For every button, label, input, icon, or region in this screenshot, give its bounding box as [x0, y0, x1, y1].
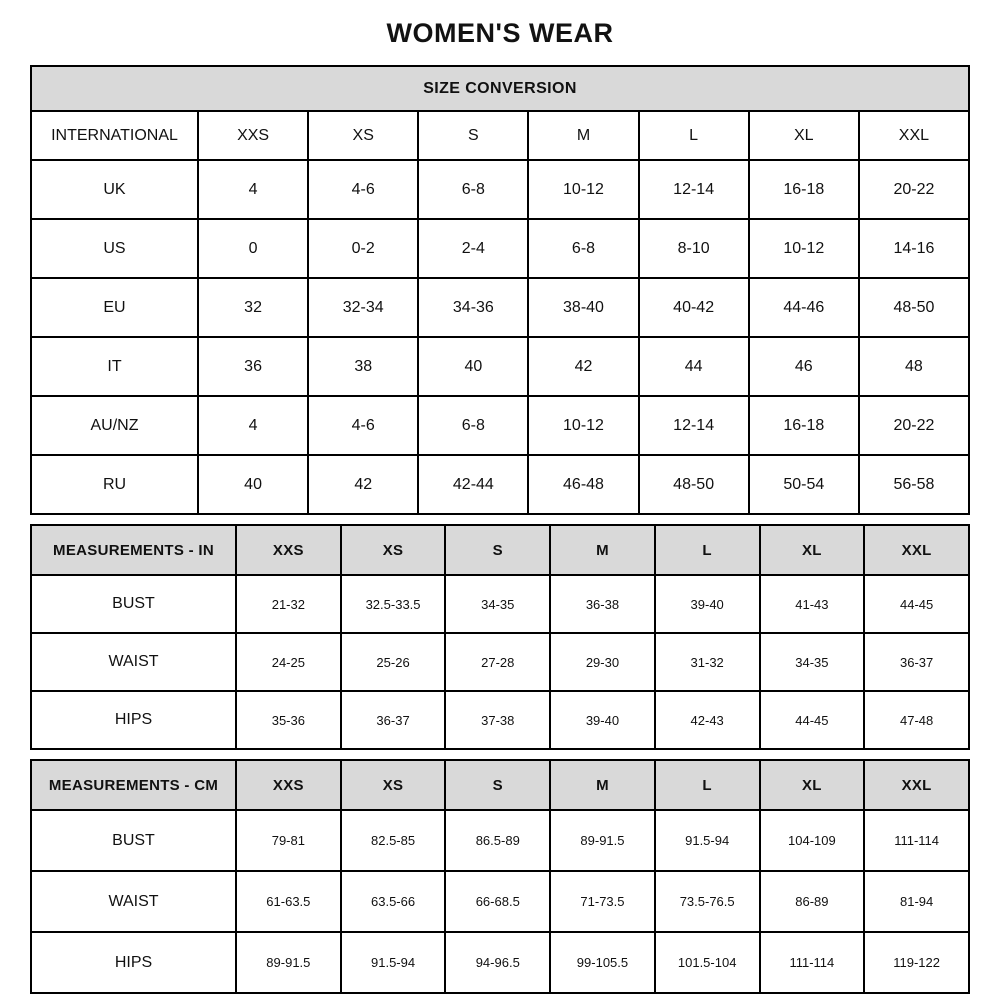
value-cell: 111-114 — [864, 810, 969, 871]
value-cell: 40 — [418, 337, 528, 396]
value-cell: 34-35 — [760, 633, 865, 691]
size-header: XL — [749, 111, 859, 160]
value-cell: 0-2 — [308, 219, 418, 278]
value-cell: 71-73.5 — [550, 871, 655, 932]
value-cell: 12-14 — [639, 160, 749, 219]
value-cell: 79-81 — [236, 810, 341, 871]
value-cell: 16-18 — [749, 396, 859, 455]
value-cell: 38 — [308, 337, 418, 396]
size-header: XS — [341, 525, 446, 575]
table-row — [31, 219, 969, 278]
value-cell: 10-12 — [528, 160, 638, 219]
value-cell: 31-32 — [655, 633, 760, 691]
size-header: M — [528, 111, 638, 160]
value-cell: 21-32 — [236, 575, 341, 633]
table-header-row — [31, 111, 969, 160]
size-header: XXL — [864, 525, 969, 575]
row-label: BUST — [31, 810, 236, 871]
table-row — [31, 160, 969, 219]
value-cell: 42-43 — [655, 691, 760, 749]
value-cell: 6-8 — [528, 219, 638, 278]
row-label: US — [31, 219, 198, 278]
value-cell: 40-42 — [639, 278, 749, 337]
table-caption: SIZE CONVERSION — [31, 66, 969, 111]
table-header-row — [31, 525, 969, 575]
header-label: INTERNATIONAL — [31, 111, 198, 160]
size-header: XXS — [236, 760, 341, 810]
value-cell: 40 — [198, 455, 308, 514]
value-cell: 10-12 — [528, 396, 638, 455]
header-label: MEASUREMENTS - CM — [31, 760, 236, 810]
size-header: L — [639, 111, 749, 160]
value-cell: 6-8 — [418, 160, 528, 219]
value-cell: 44-46 — [749, 278, 859, 337]
value-cell: 47-48 — [864, 691, 969, 749]
table-row — [31, 810, 969, 871]
value-cell: 32.5-33.5 — [341, 575, 446, 633]
table-row — [31, 455, 969, 514]
value-cell: 34-35 — [445, 575, 550, 633]
size-header: L — [655, 760, 760, 810]
value-cell: 32-34 — [308, 278, 418, 337]
value-cell: 8-10 — [639, 219, 749, 278]
value-cell: 48 — [859, 337, 969, 396]
row-label: UK — [31, 160, 198, 219]
value-cell: 44-45 — [864, 575, 969, 633]
size-header: L — [655, 525, 760, 575]
value-cell: 48-50 — [859, 278, 969, 337]
header-label: MEASUREMENTS - IN — [31, 525, 236, 575]
row-label: BUST — [31, 575, 236, 633]
table-row — [31, 932, 969, 993]
value-cell: 42-44 — [418, 455, 528, 514]
value-cell: 34-36 — [418, 278, 528, 337]
size-header: S — [445, 525, 550, 575]
value-cell: 89-91.5 — [236, 932, 341, 993]
value-cell: 25-26 — [341, 633, 446, 691]
value-cell: 86.5-89 — [445, 810, 550, 871]
value-cell: 86-89 — [760, 871, 865, 932]
row-label: WAIST — [31, 633, 236, 691]
value-cell: 35-36 — [236, 691, 341, 749]
value-cell: 4-6 — [308, 396, 418, 455]
value-cell: 24-25 — [236, 633, 341, 691]
value-cell: 38-40 — [528, 278, 638, 337]
table-header-row — [31, 760, 969, 810]
page-title: WOMEN'S WEAR — [386, 18, 614, 48]
value-cell: 91.5-94 — [341, 932, 446, 993]
value-cell: 6-8 — [418, 396, 528, 455]
value-cell: 41-43 — [760, 575, 865, 633]
value-cell: 44-45 — [760, 691, 865, 749]
size-header: XS — [308, 111, 418, 160]
value-cell: 14-16 — [859, 219, 969, 278]
value-cell: 119-122 — [864, 932, 969, 993]
value-cell: 27-28 — [445, 633, 550, 691]
table-row — [31, 575, 969, 633]
value-cell: 0 — [198, 219, 308, 278]
value-cell: 104-109 — [760, 810, 865, 871]
measurements-in-table — [30, 524, 970, 750]
value-cell: 63.5-66 — [341, 871, 446, 932]
size-header: XL — [760, 760, 865, 810]
value-cell: 101.5-104 — [655, 932, 760, 993]
value-cell: 39-40 — [655, 575, 760, 633]
size-header: S — [445, 760, 550, 810]
value-cell: 39-40 — [550, 691, 655, 749]
row-label: WAIST — [31, 871, 236, 932]
value-cell: 16-18 — [749, 160, 859, 219]
value-cell: 89-91.5 — [550, 810, 655, 871]
value-cell: 91.5-94 — [655, 810, 760, 871]
value-cell: 42 — [528, 337, 638, 396]
table-row — [31, 871, 969, 932]
row-label: HIPS — [31, 691, 236, 749]
value-cell: 48-50 — [639, 455, 749, 514]
value-cell: 73.5-76.5 — [655, 871, 760, 932]
row-label: IT — [31, 337, 198, 396]
row-label: RU — [31, 455, 198, 514]
size-header: XXL — [864, 760, 969, 810]
value-cell: 56-58 — [859, 455, 969, 514]
value-cell: 4 — [198, 160, 308, 219]
row-label: AU/NZ — [31, 396, 198, 455]
value-cell: 20-22 — [859, 396, 969, 455]
table-row — [31, 278, 969, 337]
value-cell: 81-94 — [864, 871, 969, 932]
table-row — [31, 337, 969, 396]
row-label: HIPS — [31, 932, 236, 993]
measurements-cm-table — [30, 759, 970, 994]
value-cell: 2-4 — [418, 219, 528, 278]
value-cell: 20-22 — [859, 160, 969, 219]
value-cell: 36 — [198, 337, 308, 396]
value-cell: 4-6 — [308, 160, 418, 219]
size-header: XXL — [859, 111, 969, 160]
size-header: XXS — [236, 525, 341, 575]
value-cell: 46-48 — [528, 455, 638, 514]
size-header: M — [550, 760, 655, 810]
value-cell: 99-105.5 — [550, 932, 655, 993]
size-header: XL — [760, 525, 865, 575]
table-row — [31, 691, 969, 749]
value-cell: 61-63.5 — [236, 871, 341, 932]
value-cell: 82.5-85 — [341, 810, 446, 871]
value-cell: 94-96.5 — [445, 932, 550, 993]
value-cell: 10-12 — [749, 219, 859, 278]
table-row — [31, 633, 969, 691]
size-header: XS — [341, 760, 446, 810]
table-row — [31, 396, 969, 455]
value-cell: 111-114 — [760, 932, 865, 993]
table-caption-row — [31, 66, 969, 111]
value-cell: 66-68.5 — [445, 871, 550, 932]
value-cell: 46 — [749, 337, 859, 396]
value-cell: 36-38 — [550, 575, 655, 633]
size-conversion-table — [30, 65, 970, 515]
row-label: EU — [31, 278, 198, 337]
value-cell: 4 — [198, 396, 308, 455]
value-cell: 36-37 — [864, 633, 969, 691]
value-cell: 50-54 — [749, 455, 859, 514]
size-header: M — [550, 525, 655, 575]
size-header: S — [418, 111, 528, 160]
value-cell: 32 — [198, 278, 308, 337]
value-cell: 37-38 — [445, 691, 550, 749]
value-cell: 12-14 — [639, 396, 749, 455]
value-cell: 36-37 — [341, 691, 446, 749]
value-cell: 44 — [639, 337, 749, 396]
value-cell: 42 — [308, 455, 418, 514]
value-cell: 29-30 — [550, 633, 655, 691]
size-header: XXS — [198, 111, 308, 160]
